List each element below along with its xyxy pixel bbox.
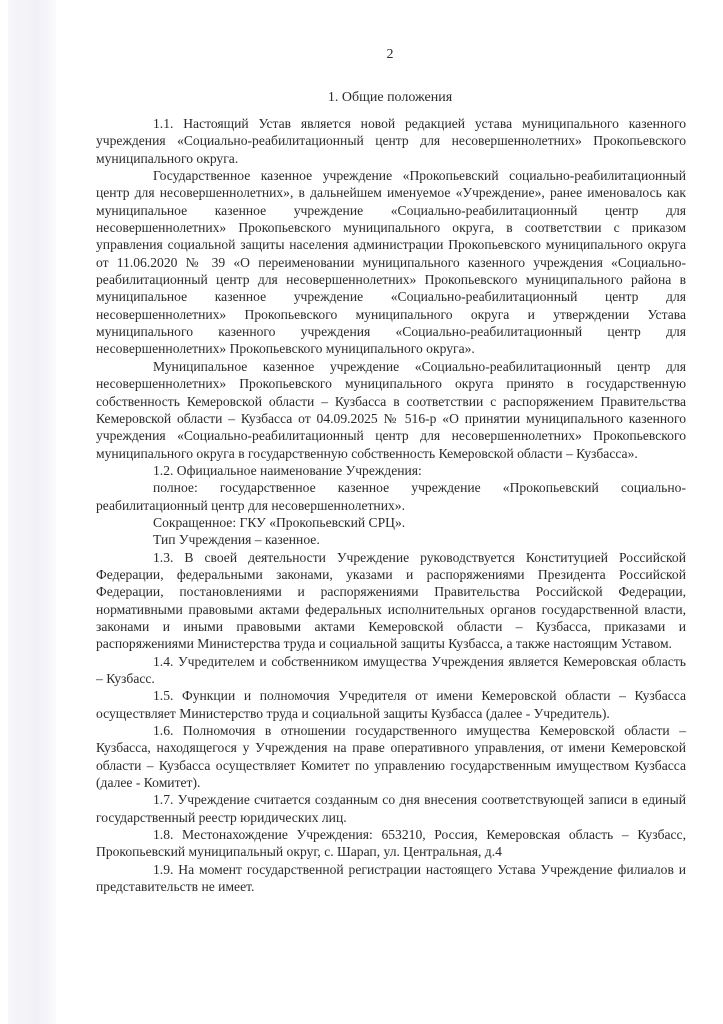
paragraph-1-7: 1.7. Учреждение считается созданным со дня внесения соответствующей записи в единый государственный реестр юридических лиц. [96, 792, 686, 825]
paragraph-1-3: 1.3. В своей деятельности Учреждение руководствуется Конституцией Российской Федерации, федеральными законами, указами и распоряжениями Президента Российской Федерации, постановлениями и распоряжениями Правительства Российской Федерации, нормативными правовыми актами федеральных исполнительных органов государственной власти, законами и иными правовыми актами Кемеровской области – Кузбасса, приказами и распоряжениями Министерства труда и социальной защиты Кузбасса, а также настоящим Уставом. [96, 549, 686, 652]
paragraph-1-1: 1.1. Настоящий Устав является новой редакцией устава муниципального казенного учреждения «Социально-реабилитационный центр для несовершеннолетних» Прокопьевского муниципального округа. [96, 116, 686, 166]
paragraph-1-5: 1.5. Функции и полномочия Учредителя от имени Кемеровской области – Кузбасса осуществляет Министерство труда и социальной защиты Кузбасса (далее - Учредитель). [96, 688, 686, 721]
paragraph-short-name: Сокращенное: ГКУ «Прокопьевский СРЦ». [153, 514, 406, 530]
paragraph-1-4: 1.4. Учредителем и собственником имущества Учреждения является Кемеровская область – Кузбасс. [96, 653, 686, 686]
page-number: 2 [386, 47, 394, 62]
paragraph-1-2: 1.2. Официальное наименование Учреждения: [153, 462, 422, 478]
scan-margin-shadow [8, 0, 56, 1024]
paragraph-1-9: 1.9. На момент государственной регистрации настоящего Устава Учреждение филиалов и представительств не имеет. [96, 861, 686, 895]
paragraph-state-ownership: Муниципальное казенное учреждение «Социально-реабилитационный центр для несовершеннолетних» Прокопьевского муниципального округа принято в государственную собственность Кемеровской области – Кузбасса в соответствии с распоряжением Правительства Кемеровской области – Кузбасса от 04.09.2025 № 516-р «О принятии муниципального казенного учреждения «Социально-реабилитационный центр для несовершеннолетних» Прокопьевского муниципального округа в государственную собственность Кемеровской области – Кузбасса». [96, 358, 686, 461]
paragraph-full-name: полное: государственное казенное учреждение «Прокопьевский социально-реабилитационный центр для несовершеннолетних». [96, 480, 686, 513]
paragraph-institution-type: Тип Учреждения – казенное. [153, 532, 320, 548]
section-title: 1. Общие положения [327, 90, 453, 105]
paragraph-1-8: 1.8. Местонахождение Учреждения: 653210, Россия, Кемеровская область – Кузбасс, Прокопьевский муниципальный округ, с. Шарап, ул. Центральная, д.4 [96, 827, 686, 860]
document-body [96, 115, 686, 895]
paragraph-institution-history: Государственное казенное учреждение «Прокопьевский социально-реабилитационный центр для несовершеннолетних», в дальнейшем именуемое «Учреждение», ранее именовалось как муниципальное казенное учреждение «Социально-реабилитационный центр для несовершеннолетних» Прокопьевского муниципального округа, в соответствии с приказом управления социальной защиты населения администрации Прокопьевского муниципального округа от 11.06.2020 № 39 «О переименовании муниципального казенного учреждения «Социально-реабилитационный центр для несовершеннолетних» Прокопьевского муниципального района в муниципальное казенное учреждение «Социально-реабилитационный центр для несовершеннолетних» Прокопьевского муниципального округа и утверждении Устава муниципального казенного учреждения «Социально-реабилитационный центр для несовершеннолетних» Прокопьевского муниципального округа». [96, 168, 686, 357]
paragraph-1-6: 1.6. Полномочия в отношении государственного имущества Кемеровской области – Кузбасса, находящегося у Учреждения на праве оперативного управления, от имени Кемеровской области – Кузбасса осуществляет Комитет по управлению государственным имуществом Кузбасса (далее - Комитет). [96, 723, 686, 791]
